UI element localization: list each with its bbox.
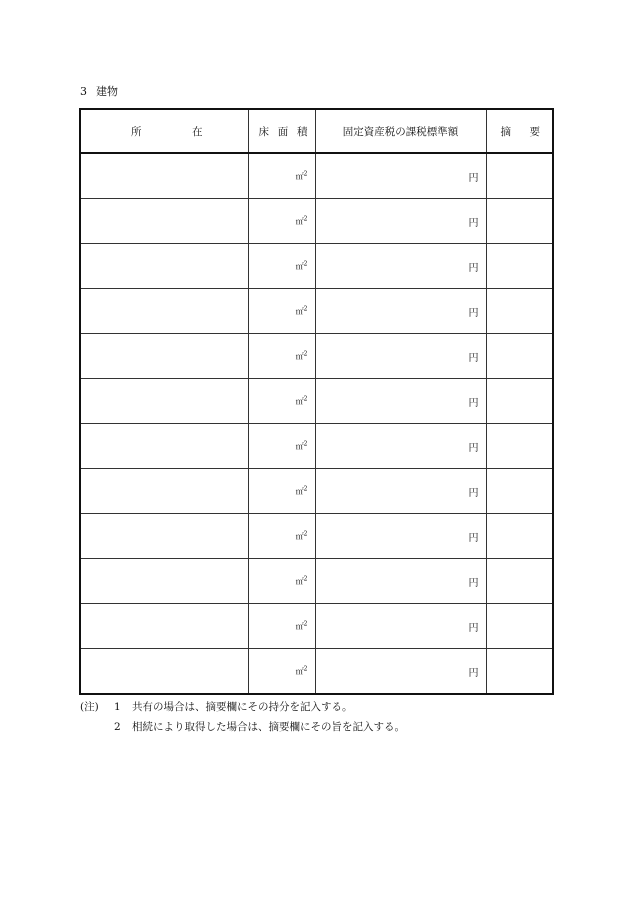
- square-meter-unit: ㎡$^2$: [295, 440, 308, 451]
- yen-unit: 円: [468, 217, 479, 229]
- assessment-value-cell[interactable]: [315, 514, 486, 559]
- square-meter-unit: ㎡$^2$: [295, 575, 308, 586]
- section-number: 3: [80, 85, 87, 98]
- floor-area-cell[interactable]: [248, 244, 315, 289]
- square-meter-unit: ㎡$^2$: [295, 350, 308, 361]
- floor-area-cell[interactable]: [248, 604, 315, 649]
- yen-unit: 円: [468, 532, 479, 544]
- table-row: [80, 514, 553, 559]
- floor-area-cell[interactable]: [248, 424, 315, 469]
- remarks-cell[interactable]: [486, 649, 553, 695]
- yen-unit: 円: [468, 262, 479, 274]
- square-meter-unit: ㎡$^2$: [295, 530, 308, 541]
- yen-unit: 円: [468, 667, 479, 679]
- assessment-value-cell[interactable]: [315, 334, 486, 379]
- remarks-cell[interactable]: [486, 604, 553, 649]
- table-row: [80, 559, 553, 604]
- yen-unit: 円: [468, 352, 479, 364]
- section-title: 建物: [96, 85, 118, 98]
- square-meter-unit: ㎡$^2$: [295, 260, 308, 271]
- square-meter-unit: ㎡$^2$: [295, 665, 308, 676]
- table-row: [80, 334, 553, 379]
- remarks-cell[interactable]: [486, 153, 553, 199]
- note-item-1: [80, 697, 405, 717]
- yen-unit: 円: [468, 397, 479, 409]
- assessment-value-cell[interactable]: [315, 244, 486, 289]
- assessment-value-cell[interactable]: [315, 199, 486, 244]
- remarks-cell[interactable]: [486, 289, 553, 334]
- floor-area-cell[interactable]: [248, 514, 315, 559]
- location-cell[interactable]: [80, 514, 248, 559]
- table-row: [80, 199, 553, 244]
- floor-area-cell[interactable]: [248, 289, 315, 334]
- assessment-value-cell[interactable]: [315, 559, 486, 604]
- location-cell[interactable]: [80, 334, 248, 379]
- assessment-value-cell[interactable]: [315, 153, 486, 199]
- square-meter-unit: ㎡$^2$: [295, 485, 308, 496]
- remarks-cell[interactable]: [486, 559, 553, 604]
- table-header-row: [80, 109, 553, 153]
- location-cell[interactable]: [80, 424, 248, 469]
- table-row: [80, 424, 553, 469]
- square-meter-unit: ㎡$^2$: [295, 170, 308, 181]
- assessment-value-cell[interactable]: [315, 379, 486, 424]
- remarks-cell[interactable]: [486, 469, 553, 514]
- header-remarks: 摘 要: [486, 109, 553, 153]
- remarks-cell[interactable]: [486, 334, 553, 379]
- floor-area-cell[interactable]: [248, 379, 315, 424]
- header-assessment-value: 固定資産税の課税標準額: [315, 109, 486, 153]
- note-number: 1: [114, 701, 121, 713]
- floor-area-cell[interactable]: [248, 199, 315, 244]
- table-row: [80, 469, 553, 514]
- assessment-value-cell[interactable]: [315, 604, 486, 649]
- location-cell[interactable]: [80, 199, 248, 244]
- assessment-value-cell[interactable]: [315, 289, 486, 334]
- building-register-table: [79, 108, 554, 695]
- note-item-2: [80, 717, 405, 737]
- table-row: [80, 153, 553, 199]
- header-location: 所 在: [80, 109, 248, 153]
- yen-unit: 円: [468, 307, 479, 319]
- note-text: 共有の場合は、摘要欄にその持分を記入する。: [132, 701, 353, 713]
- floor-area-cell[interactable]: [248, 469, 315, 514]
- floor-area-cell[interactable]: [248, 153, 315, 199]
- location-cell[interactable]: [80, 469, 248, 514]
- floor-area-cell[interactable]: [248, 334, 315, 379]
- assessment-value-cell[interactable]: [315, 649, 486, 695]
- remarks-cell[interactable]: [486, 244, 553, 289]
- remarks-cell[interactable]: [486, 514, 553, 559]
- table-row: [80, 244, 553, 289]
- assessment-value-cell[interactable]: [315, 469, 486, 514]
- location-cell[interactable]: [80, 153, 248, 199]
- table-row: [80, 379, 553, 424]
- note-marker: (注): [80, 701, 99, 713]
- square-meter-unit: ㎡$^2$: [295, 215, 308, 226]
- table-row: [80, 604, 553, 649]
- yen-unit: 円: [468, 622, 479, 634]
- location-cell[interactable]: [80, 379, 248, 424]
- notes-section: [80, 697, 405, 737]
- assessment-value-cell[interactable]: [315, 424, 486, 469]
- yen-unit: 円: [468, 577, 479, 589]
- remarks-cell[interactable]: [486, 379, 553, 424]
- square-meter-unit: ㎡$^2$: [295, 305, 308, 316]
- yen-unit: 円: [468, 172, 479, 184]
- remarks-cell[interactable]: [486, 424, 553, 469]
- yen-unit: 円: [468, 487, 479, 499]
- square-meter-unit: ㎡$^2$: [295, 395, 308, 406]
- note-number: 2: [114, 721, 121, 733]
- note-text: 相続により取得した場合は、摘要欄にその旨を記入する。: [132, 721, 405, 733]
- header-floor-area: 床 面 積: [248, 109, 315, 153]
- table-row: [80, 649, 553, 695]
- table-row: [80, 289, 553, 334]
- yen-unit: 円: [468, 442, 479, 454]
- square-meter-unit: ㎡$^2$: [295, 620, 308, 631]
- section-heading: [80, 85, 118, 99]
- location-cell[interactable]: [80, 289, 248, 334]
- location-cell[interactable]: [80, 559, 248, 604]
- floor-area-cell[interactable]: [248, 559, 315, 604]
- location-cell[interactable]: [80, 649, 248, 695]
- location-cell[interactable]: [80, 604, 248, 649]
- floor-area-cell[interactable]: [248, 649, 315, 695]
- remarks-cell[interactable]: [486, 199, 553, 244]
- location-cell[interactable]: [80, 244, 248, 289]
